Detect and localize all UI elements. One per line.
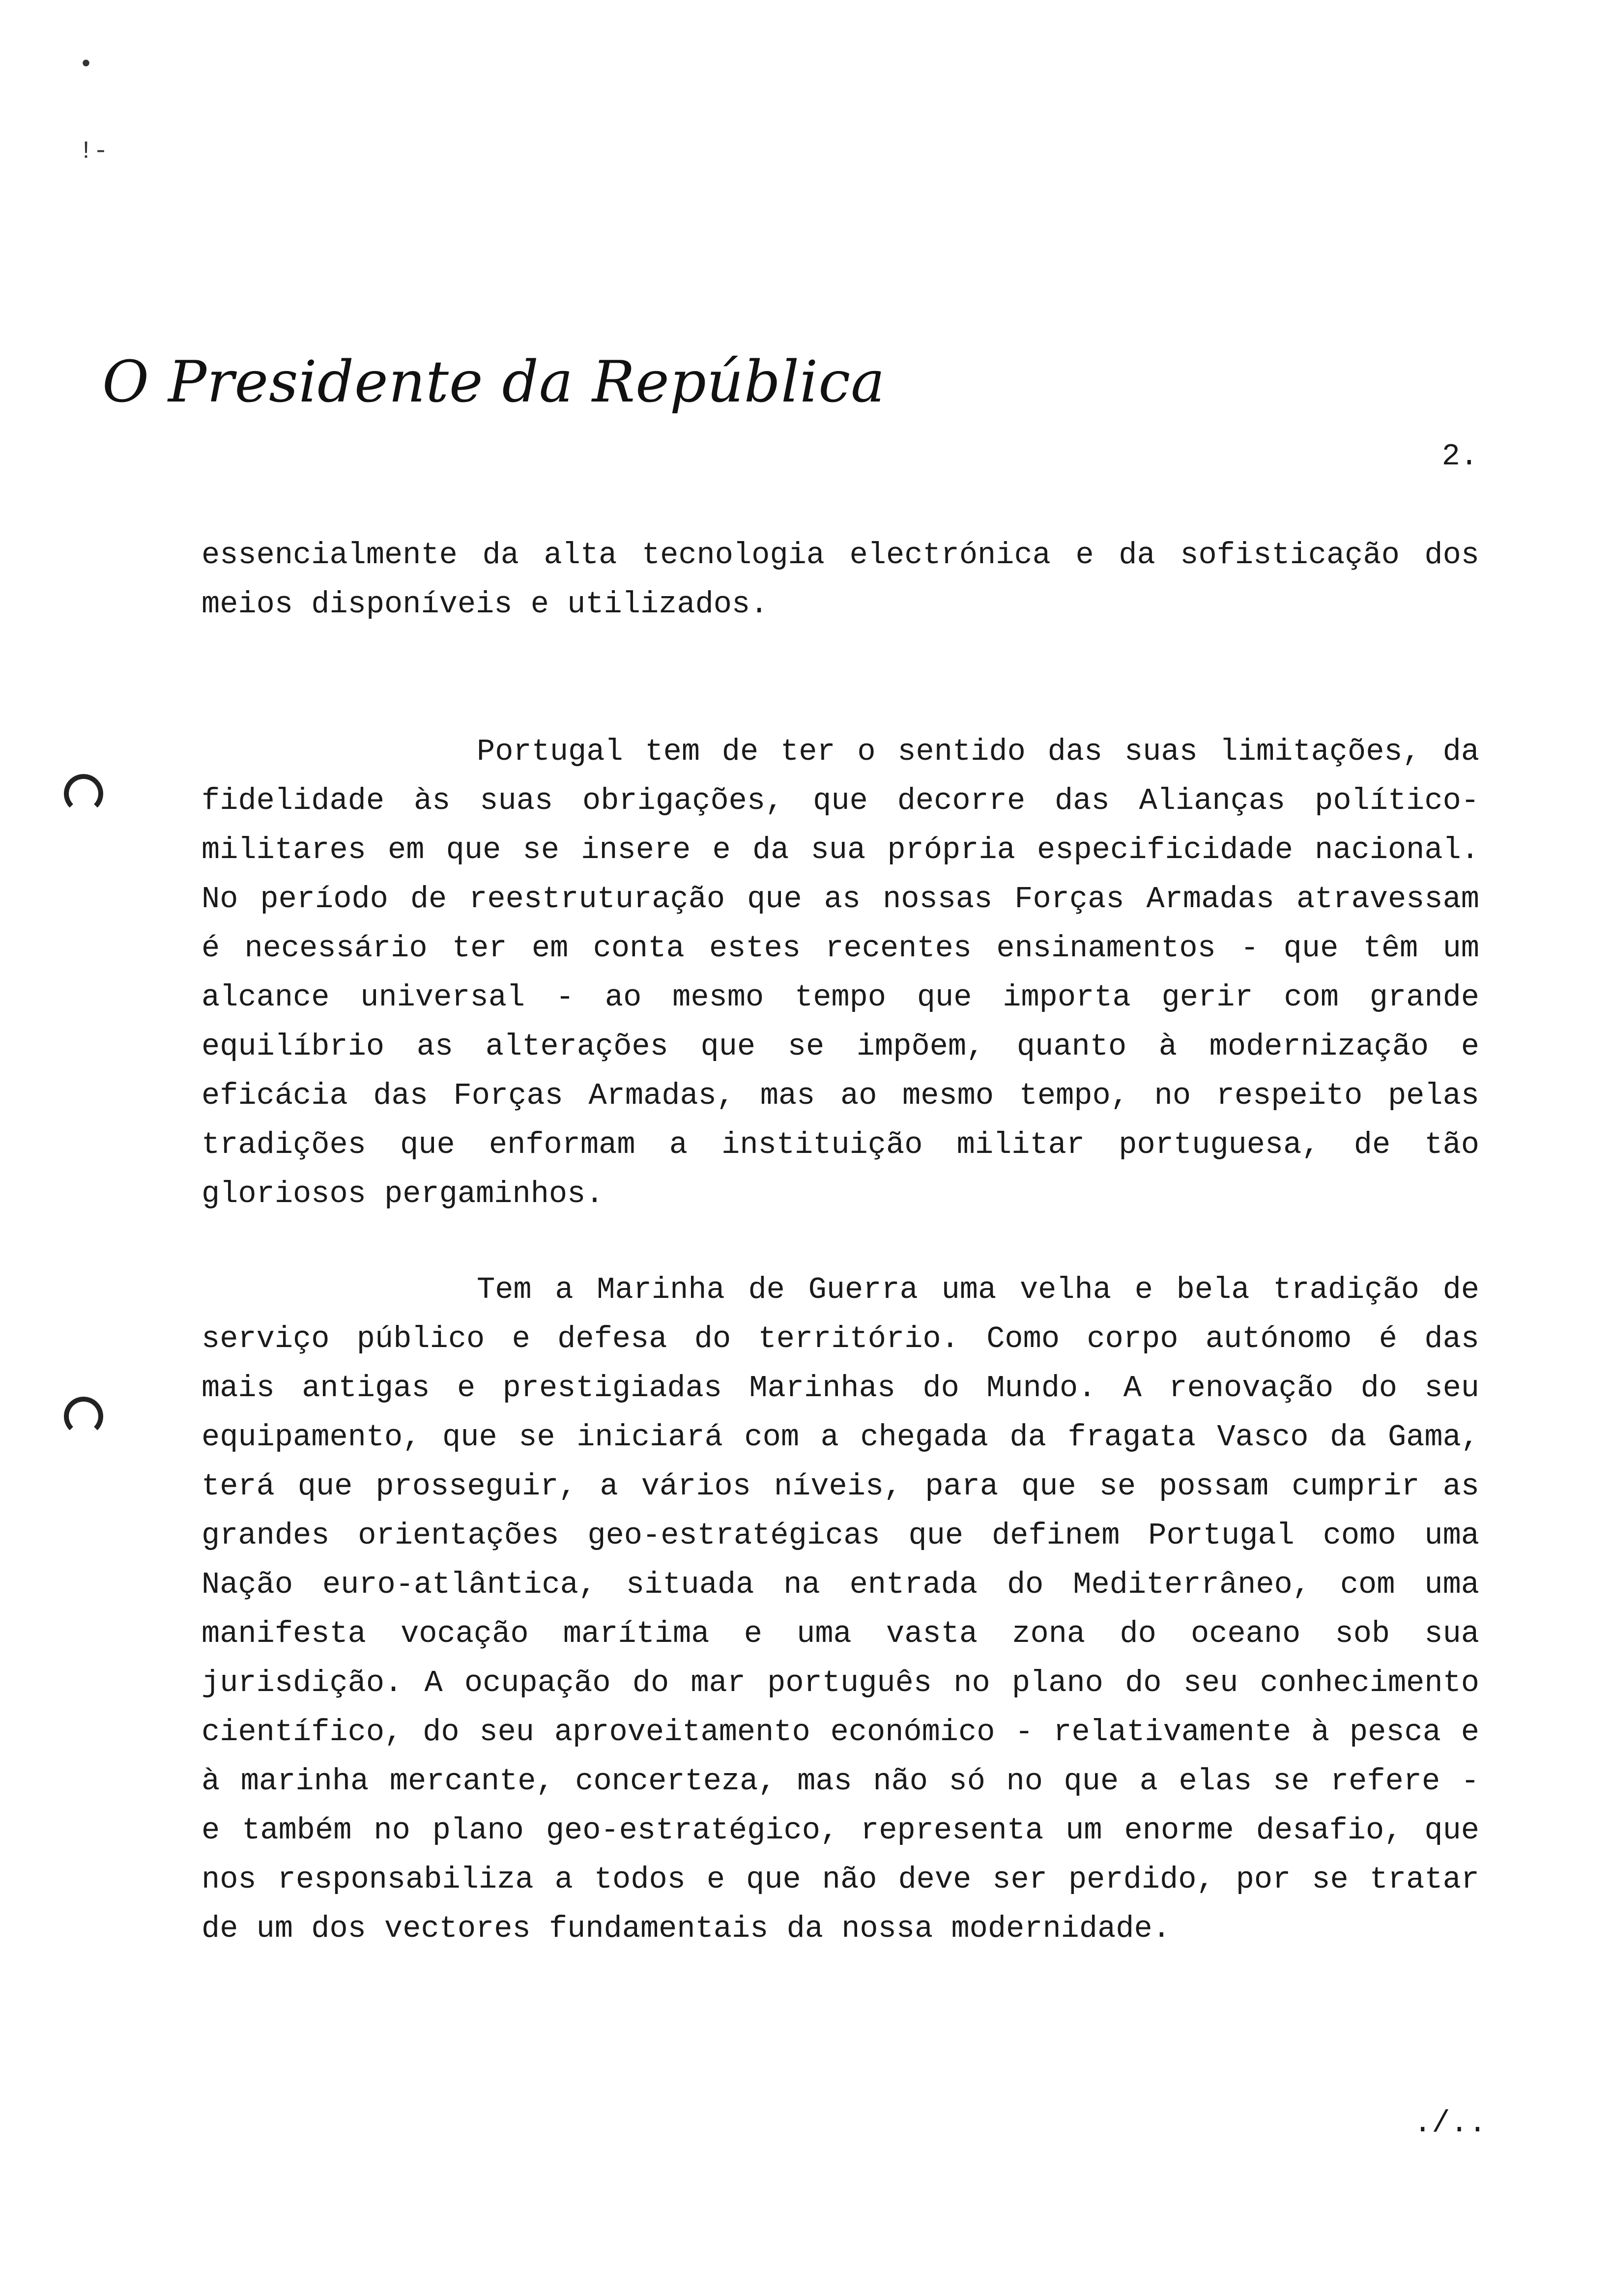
margin-mark: !- xyxy=(79,138,109,166)
letterhead-title: O Presidente da República xyxy=(102,349,886,415)
continuation-mark: ./.. xyxy=(1413,2106,1487,2141)
paragraph-text: Portugal tem de ter o sentido das suas limitações, da fidelidade às suas obrigações, que decorre das Alianças político-militares em que se insere e da sua própria especificidade nacional. No período de reestruturação que as nossas Forças Armadas atravessam é necessário ter em conta estes recentes ensinamentos - que têm um alcance universal - ao mesmo tempo que importa gerir com grande equilíbrio as alterações que se impõem, quanto à modernização e eficácia das Forças Armadas, mas ao mesmo tempo, no respeito pelas tradições que enformam a instituição militar portuguesa, de tão gloriosos pergaminhos. xyxy=(202,734,1479,1211)
body-paragraph xyxy=(202,1265,1479,1953)
paragraph-text: Tem a Marinha de Guerra uma velha e bela tradição de serviço público e defesa do território. Como corpo autónomo é das mais antigas e prestigiadas Marinhas do Mundo. A renovação do seu equipamento, que se iniciará com a chegada da fragata Vasco da Gama, terá que prosseguir, a vários níveis, para que se possam cumprir as grandes orientações geo-estratégicas que definem Portugal como uma Nação euro-atlântica, situada na entrada do Mediterrâneo, com uma manifesta vocação marítima e uma vasta zona do oceano sob sua jurisdição. A ocupação do mar português no plano do seu conhecimento científico, do seu aproveitamento económico - relativamente à pesca e à marinha mercante, concerteza, mas não só no que a elas se refere - e também no plano geo-estratégico, representa um enorme desafio, que nos responsabiliza a todos e que não deve ser perdido, por se tratar de um dos vectores fundamentais da nossa modernidade. xyxy=(202,1272,1479,1946)
page-number: 2. xyxy=(1441,439,1478,474)
body-paragraph xyxy=(202,727,1479,1219)
paragraph-text: essencialmente da alta tecnologia electrónica e da sofisticação dos meios disponíveis e utilizados. xyxy=(202,538,1479,622)
body-paragraph xyxy=(202,531,1479,629)
margin-mark: • xyxy=(79,51,94,79)
hole-punch-mark xyxy=(64,1397,103,1436)
hole-punch-mark xyxy=(64,774,103,813)
